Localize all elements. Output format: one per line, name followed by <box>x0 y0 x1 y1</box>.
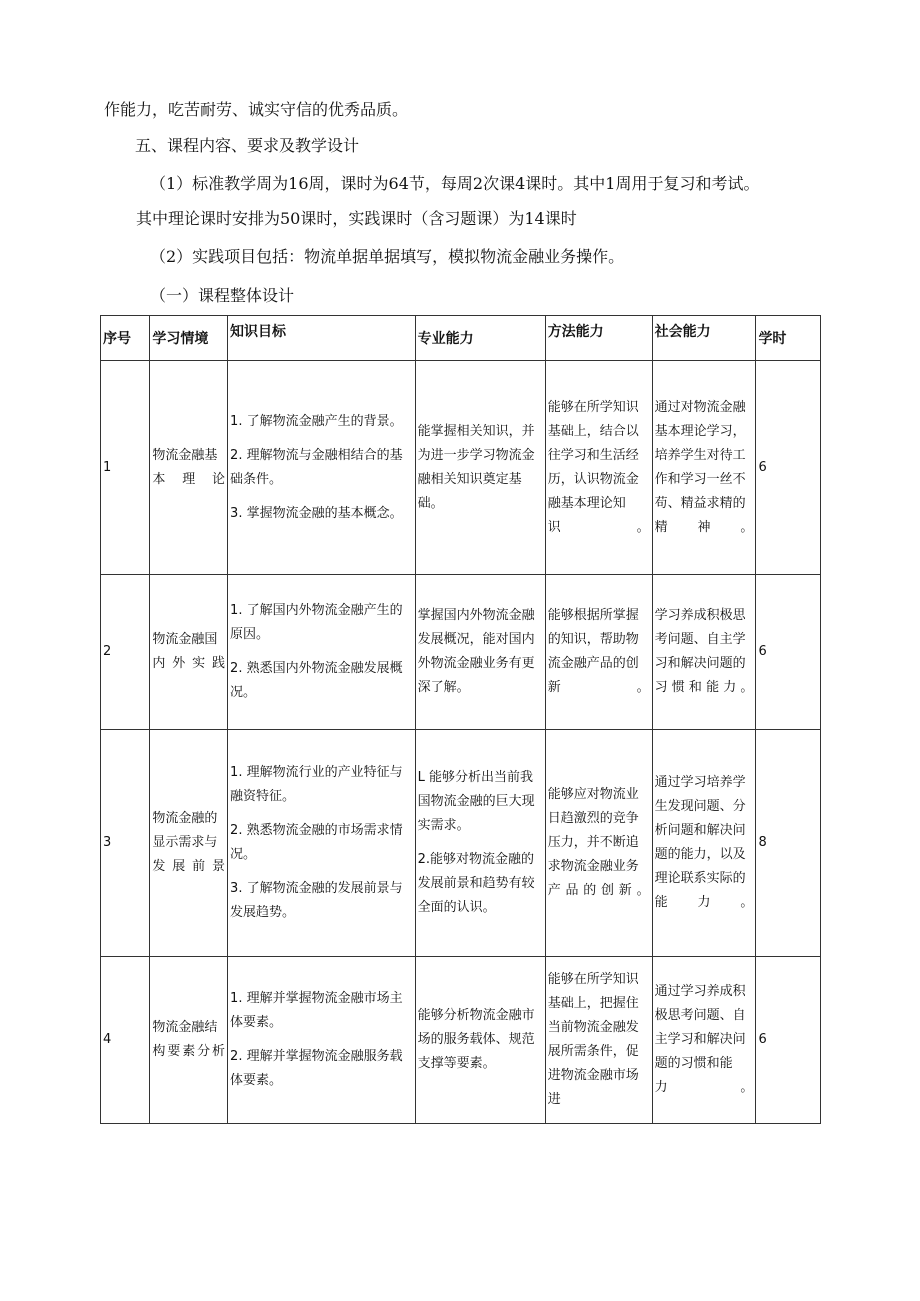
subsection-heading: （一）课程整体设计 <box>150 286 295 305</box>
knowledge-item: 1. 了解国内外物流金融产生的原因。 <box>230 603 403 642</box>
paragraph-class-hours: 其中理论课时安排为50课时，实践课时（含习题课）为14课时 <box>136 209 577 228</box>
cell-situation: 物流金融基本理论 <box>150 361 228 575</box>
professional-item: L 能够分析出当前我国物流金融的巨大现实需求。 <box>417 770 535 833</box>
cell-method: 能够在所学知识基础上，把握住当前物流金融发展所需条件，促进物流金融市场进 <box>545 957 652 1124</box>
header-hours: 学时 <box>756 316 821 361</box>
cell-no: 2 <box>101 575 150 730</box>
knowledge-item: 3. 了解物流金融的发展前景与发展趋势。 <box>230 881 403 920</box>
cell-method: 能够在所学知识基础上，结合以往学习和生活经历，认识物流金融基本理论知识。 <box>545 361 652 575</box>
cell-hours: 6 <box>756 957 821 1124</box>
knowledge-item: 1. 了解物流金融产生的背景。 <box>230 413 403 429</box>
knowledge-item: 2. 熟悉物流金融的市场需求情况。 <box>230 823 403 862</box>
cell-professional <box>415 730 545 957</box>
table-row <box>101 957 821 1124</box>
cell-hours: 6 <box>756 361 821 575</box>
knowledge-item: 2. 理解物流与金融相结合的基础条件。 <box>230 447 403 487</box>
knowledge-item: 3. 掌握物流金融的基本概念。 <box>230 505 403 521</box>
cell-social: 学习养成积极思考问题、自主学习和解决问题的习惯和能力。 <box>652 575 756 730</box>
cell-situation: 物流金融国内外实践 <box>150 575 228 730</box>
header-method: 方法能力 <box>545 316 652 361</box>
table-row <box>101 361 821 575</box>
knowledge-item: 2. 熟悉国内外物流金融发展概况。 <box>230 661 403 700</box>
header-professional: 专业能力 <box>415 316 545 361</box>
header-no: 序号 <box>101 316 150 361</box>
paragraph-teaching-weeks: （1）标准教学周为16周，课时为64节，每周2次课4课时。其中1周用于复习和考试。 <box>150 174 760 193</box>
cell-knowledge <box>228 361 416 575</box>
cell-situation: 物流金融的显示需求与发展前景 <box>150 730 228 957</box>
header-knowledge: 知识目标 <box>228 316 416 361</box>
knowledge-item: 1. 理解并掌握物流金融市场主体要素。 <box>230 991 403 1030</box>
cell-method: 能够应对物流业日趋激烈的竞争压力，并不断追求物流金融业务产品的创新。 <box>545 730 652 957</box>
cell-situation: 物流金融结构要素分析 <box>150 957 228 1124</box>
course-design-table <box>100 315 821 1124</box>
cell-no: 3 <box>101 730 150 957</box>
cell-hours: 6 <box>756 575 821 730</box>
cell-knowledge <box>228 575 416 730</box>
cell-knowledge <box>228 957 416 1124</box>
section-heading: 五、课程内容、要求及教学设计 <box>135 136 360 155</box>
cell-professional: 能掌握相关知识，并为进一步学习物流金融相关知识奠定基础。 <box>415 361 545 575</box>
cell-professional: 掌握国内外物流金融发展概况，能对国内外物流金融业务有更深了解。 <box>415 575 545 730</box>
header-social: 社会能力 <box>652 316 756 361</box>
cell-social: 通过对物流金融基本理论学习，培养学生对待工作和学习一丝不苟、精益求精的精神。 <box>652 361 756 575</box>
header-situation: 学习情境 <box>150 316 228 361</box>
cell-social: 通过学习培养学生发现问题、分析问题和解决问题的能力，以及理论联系实际的能力。 <box>652 730 756 957</box>
cell-social: 通过学习养成积极思考问题、自主学习和解决问题的习惯和能力。 <box>652 957 756 1124</box>
cell-no: 4 <box>101 957 150 1124</box>
cell-hours: 8 <box>756 730 821 957</box>
cell-knowledge <box>228 730 416 957</box>
cell-professional: 能够分析物流金融市场的服务载体、规范支撑等要素。 <box>415 957 545 1124</box>
paragraph-continuation: 作能力，吃苦耐劳、诚实守信的优秀品质。 <box>104 100 409 119</box>
cell-no: 1 <box>101 361 150 575</box>
table-header-row <box>101 316 821 361</box>
table-row <box>101 730 821 957</box>
knowledge-item: 1. 理解物流行业的产业特征与融资特征。 <box>230 765 403 804</box>
cell-method: 能够根据所掌握的知识，帮助物流金融产品的创新。 <box>545 575 652 730</box>
table-row <box>101 575 821 730</box>
paragraph-practice-items: （2）实践项目包括：物流单据单据填写，模拟物流金融业务操作。 <box>150 247 625 266</box>
professional-item: 2.能够对物流金融的发展前景和趋势有较全面的认识。 <box>417 852 535 915</box>
knowledge-item: 2. 理解并掌握物流金融服务载体要素。 <box>230 1049 403 1088</box>
